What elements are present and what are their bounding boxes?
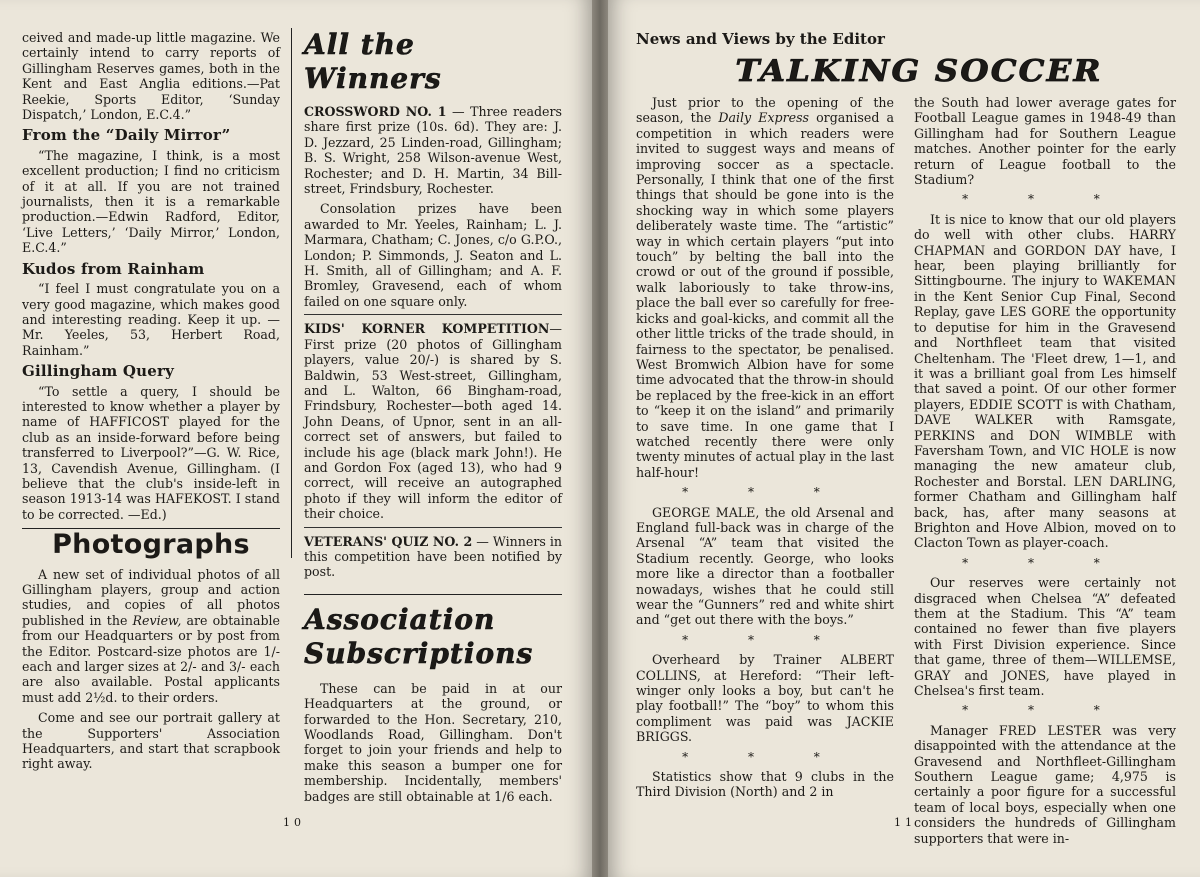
left-column-winners bbox=[304, 28, 562, 809]
gillingham-query-text: “To settle a query, I should be interested to know whether a player by name of HAFFICOST played for the club as an inside-forward before being transferred to Liverpool?”—G. W. Rice, 13, Cavendish Avenue, Gillingham. (I believe that the club's inside-left in season 1913-14 was HAFEKOST. I stand to be corrected. —Ed.) bbox=[22, 383, 280, 522]
heading-gillingham-query: Gillingham Query bbox=[22, 362, 175, 381]
right-page bbox=[608, 0, 1200, 877]
chelsea-reserves-text: Our reserves were certainly not disgraced when Chelsea “A” defeated them at the Stadium. This “A” team contained no fewer than five players with First Division experience. Since that game, three of them—WILLEMSE, GRAY and JONES, have played in Chelsea's first team. bbox=[914, 575, 1176, 699]
page-number-left: 10 bbox=[283, 816, 305, 829]
all-the-winners-title-line1: All the bbox=[304, 28, 415, 61]
crossword-heading: CROSSWORD NO. 1 bbox=[304, 104, 447, 119]
kudos-text: “I feel I must congratulate you on a very good magazine, which makes good and interesting reading. Keep it up. —Mr. Yeeles, 53, Herbert Road, Rainham.” bbox=[22, 281, 280, 358]
section-divider-2 bbox=[304, 594, 562, 595]
portrait-gallery-text: Come and see our portrait gallery at the Supporters' Association Headquarters, and start that scrapbook right away. bbox=[22, 710, 280, 772]
right-column-2 bbox=[914, 95, 1176, 851]
consolation-prizes-text: Consolation prizes have been awarded to Mr. Yeeles, Rainham; L. J. Marmara, Chatham; C. Jones, c/o G.P.O., London; P. Simmonds, J. Seaton and L. H. Smith, all of Gillingham; and A. F. Bromley, Gravesend, each of whom failed on one square only. bbox=[304, 201, 562, 309]
star-separator: * * * bbox=[962, 703, 1128, 718]
photographs-text-b: are obtainable from our Headquarters or by post from the Editor. Postcard-size photos are 1/- each and larger sizes at 2/- and 3/- each are also available. Postal applicants must add 2½d. to their orders. bbox=[22, 612, 280, 705]
left-page bbox=[0, 0, 592, 877]
crossword-result bbox=[304, 104, 562, 196]
veterans-quiz-heading: VETERANS' QUIZ NO. 2 bbox=[304, 533, 473, 549]
kids-korner-result bbox=[304, 321, 562, 521]
intro-letter-text: ceived and made-up little magazine. We certainly intend to carry reports of Gillingham Reserves games, both in the Kent and East Anglia editions.—Pat Reekie, Sports Editor, ‘Sunday Dispatch,’ London, E.C.4.” bbox=[22, 30, 280, 123]
all-the-winners-title-line2: Winners bbox=[304, 62, 442, 95]
association-title-line2: Subscriptions bbox=[304, 636, 534, 670]
star-separator: * * * bbox=[962, 192, 1128, 207]
kids-korner-text: —First prize (20 photos of Gillingham players, value 20/-) is shared by S. Baldwin, 53 West-street, Gillingham, and L. Walton, 66 Bingham-road, Frindsbury, Rochester—both aged 14. John Deans, of Upnor, sent in an all-correct set of answers, but failed to include his age (black mark John!). He and Gordon Fox (aged 13), who had 9 correct, will receive an autographed photo if they will inform the editor of their choice. bbox=[304, 321, 562, 522]
editor-header bbox=[636, 30, 1176, 89]
time-wasting-text-a: Just prior to the opening of the season, the bbox=[636, 95, 894, 126]
photographs-text-a: A new set of individual photos of all Gillingham players, group and action studies, and copies of all photos published in the bbox=[22, 566, 280, 628]
veterans-quiz-text: — Winners in this competition have been notified by post. bbox=[304, 533, 562, 580]
winners-divider-2 bbox=[304, 527, 562, 528]
page-number-right: 11 bbox=[894, 816, 916, 829]
right-column-1 bbox=[636, 95, 894, 805]
time-wasting-text bbox=[636, 95, 894, 480]
talking-soccer-title: TALKING SOCCER bbox=[735, 54, 1103, 89]
daily-express-title: Daily Express bbox=[718, 110, 810, 126]
league-gates-text: the South had lower average gates for Football League games in 1948-49 than Gillingham had for Southern League matches. Another pointer for the early return of League football to the Stadium? bbox=[914, 95, 1176, 188]
photographs-text bbox=[22, 567, 280, 706]
association-subscriptions-text: These can be paid in at our Headquarters at the ground, or forwarded to the Hon. Secretary, 210, Woodlands Road, Gillingham. Don't forget to join your friends and help to make this season a bumper one for membership. Incidentally, members' badges are still obtainable at 1/6 each. bbox=[304, 680, 562, 804]
book-gutter bbox=[592, 0, 608, 877]
heading-daily-mirror: From the “Daily Mirror” bbox=[22, 126, 231, 145]
statistics-text: Statistics show that 9 clubs in the Third Division (North) and 2 in bbox=[636, 769, 894, 800]
photographs-title: Photographs bbox=[52, 529, 250, 561]
star-separator: * * * bbox=[682, 749, 848, 764]
star-separator: * * * bbox=[682, 632, 848, 647]
news-and-views-header: News and Views by the Editor bbox=[636, 30, 885, 48]
jackie-briggs-text: Overheard by Trainer ALBERT COLLINS, at Hereford: “Their left-winger only looks a boy, but can't he play football!” The “boy” to whom this compliment was paid was JACKIE BRIGGS. bbox=[636, 652, 894, 745]
review-title: Review, bbox=[132, 612, 182, 628]
veterans-quiz-result bbox=[304, 534, 562, 580]
former-players-text: It is nice to know that our old players do well with other clubs. HARRY CHAPMAN and GORDON DAY have, I hear, been playing brilliantly for Sittingbourne. The injury to WAKEMAN in the Kent Senior Cup Final, Second Replay, gave LES GORE the opportunity to deputise for him in the Gravesend and Northfleet team that visited Cheltenham. The 'Fleet drew, 1—1, and it was a brilliant goal from Les himself that saved a point. Of our other former players, EDDIE SCOTT is with Chatham, DAVE WALKER with Ramsgate, PERKINS and DON WIMBLE with Faversham Town, and VIC HOLE is now managing the new amateur club, Rochester and Borstal. LEN DARLING, former Chatham and Gillingham half back, has, after many seasons at Brighton and Hove Albion, moved on to Clacton Town as player-coach. bbox=[914, 211, 1176, 551]
association-title-line1: Association bbox=[304, 602, 496, 636]
fred-lester-text: Manager FRED LESTER was very disappointed with the attendance at the Gravesend and Northfleet-Gillingham Southern League game; 4,975 is certainly a poor figure for a successful team of local boys, especially when one considers the hundreds of Gillingham supporters that were in- bbox=[914, 722, 1176, 846]
george-male-text: GEORGE MALE, the old Arsenal and England full-back was in charge of the Arsenal “A” team that visited the Stadium recently. George, who looks more like a director than a footballer nowadays, wishes that he could still wear the “Gunners” red and white shirt and “get out there with the boys.” bbox=[636, 504, 894, 628]
crossword-text: — Three readers share first prize (10s. 6d). They are: J. D. Jezzard, 25 Linden-road, Gillingham; B. S. Wright, 258 Wilson-avenue West, Rochester; and D. H. Martin, 34 Bill-street, Frindsbury, Rochester. bbox=[304, 104, 562, 197]
heading-kudos: Kudos from Rainham bbox=[22, 259, 205, 278]
column-divider bbox=[291, 28, 292, 558]
star-separator: * * * bbox=[962, 555, 1128, 570]
star-separator: * * * bbox=[682, 485, 848, 500]
time-wasting-text-b: organised a competition in which readers were invited to suggest ways and means of improving soccer as a spectacle. Personally, I think that one of the first things that should be gone into is the shocking way in which some players deliberately waste time. The “artistic” way in which certain players “put into touch” by belting the ball into the crowd or out of the ground if possible, walk laboriously to take throw-ins, place the ball ever so carefully for free-kicks and goal-kicks, and commit all the other little tricks of the trade should, in fairness to the spectator, be penalised. West Bromwich Albion have for some time advocated that the throw-in should be replaced by the free-kick in an effort to “keep it on the island” and primarily to save time. In one game that I watched recently there were only twenty minutes of actual play in the last half-hour! bbox=[636, 110, 894, 480]
winners-divider bbox=[304, 314, 562, 315]
left-column-letters bbox=[22, 30, 280, 777]
daily-mirror-text: “The magazine, I think, is a most excellent production; I find no criticism of it at all. If you are not trained journalists, then it is a remarkable production.—Edwin Radford, Editor, ‘Live Letters,’ ‘Daily Mirror,’ London, E.C.4.” bbox=[22, 147, 280, 256]
kids-korner-heading: KIDS' KORNER KOMPETITION bbox=[304, 321, 550, 337]
